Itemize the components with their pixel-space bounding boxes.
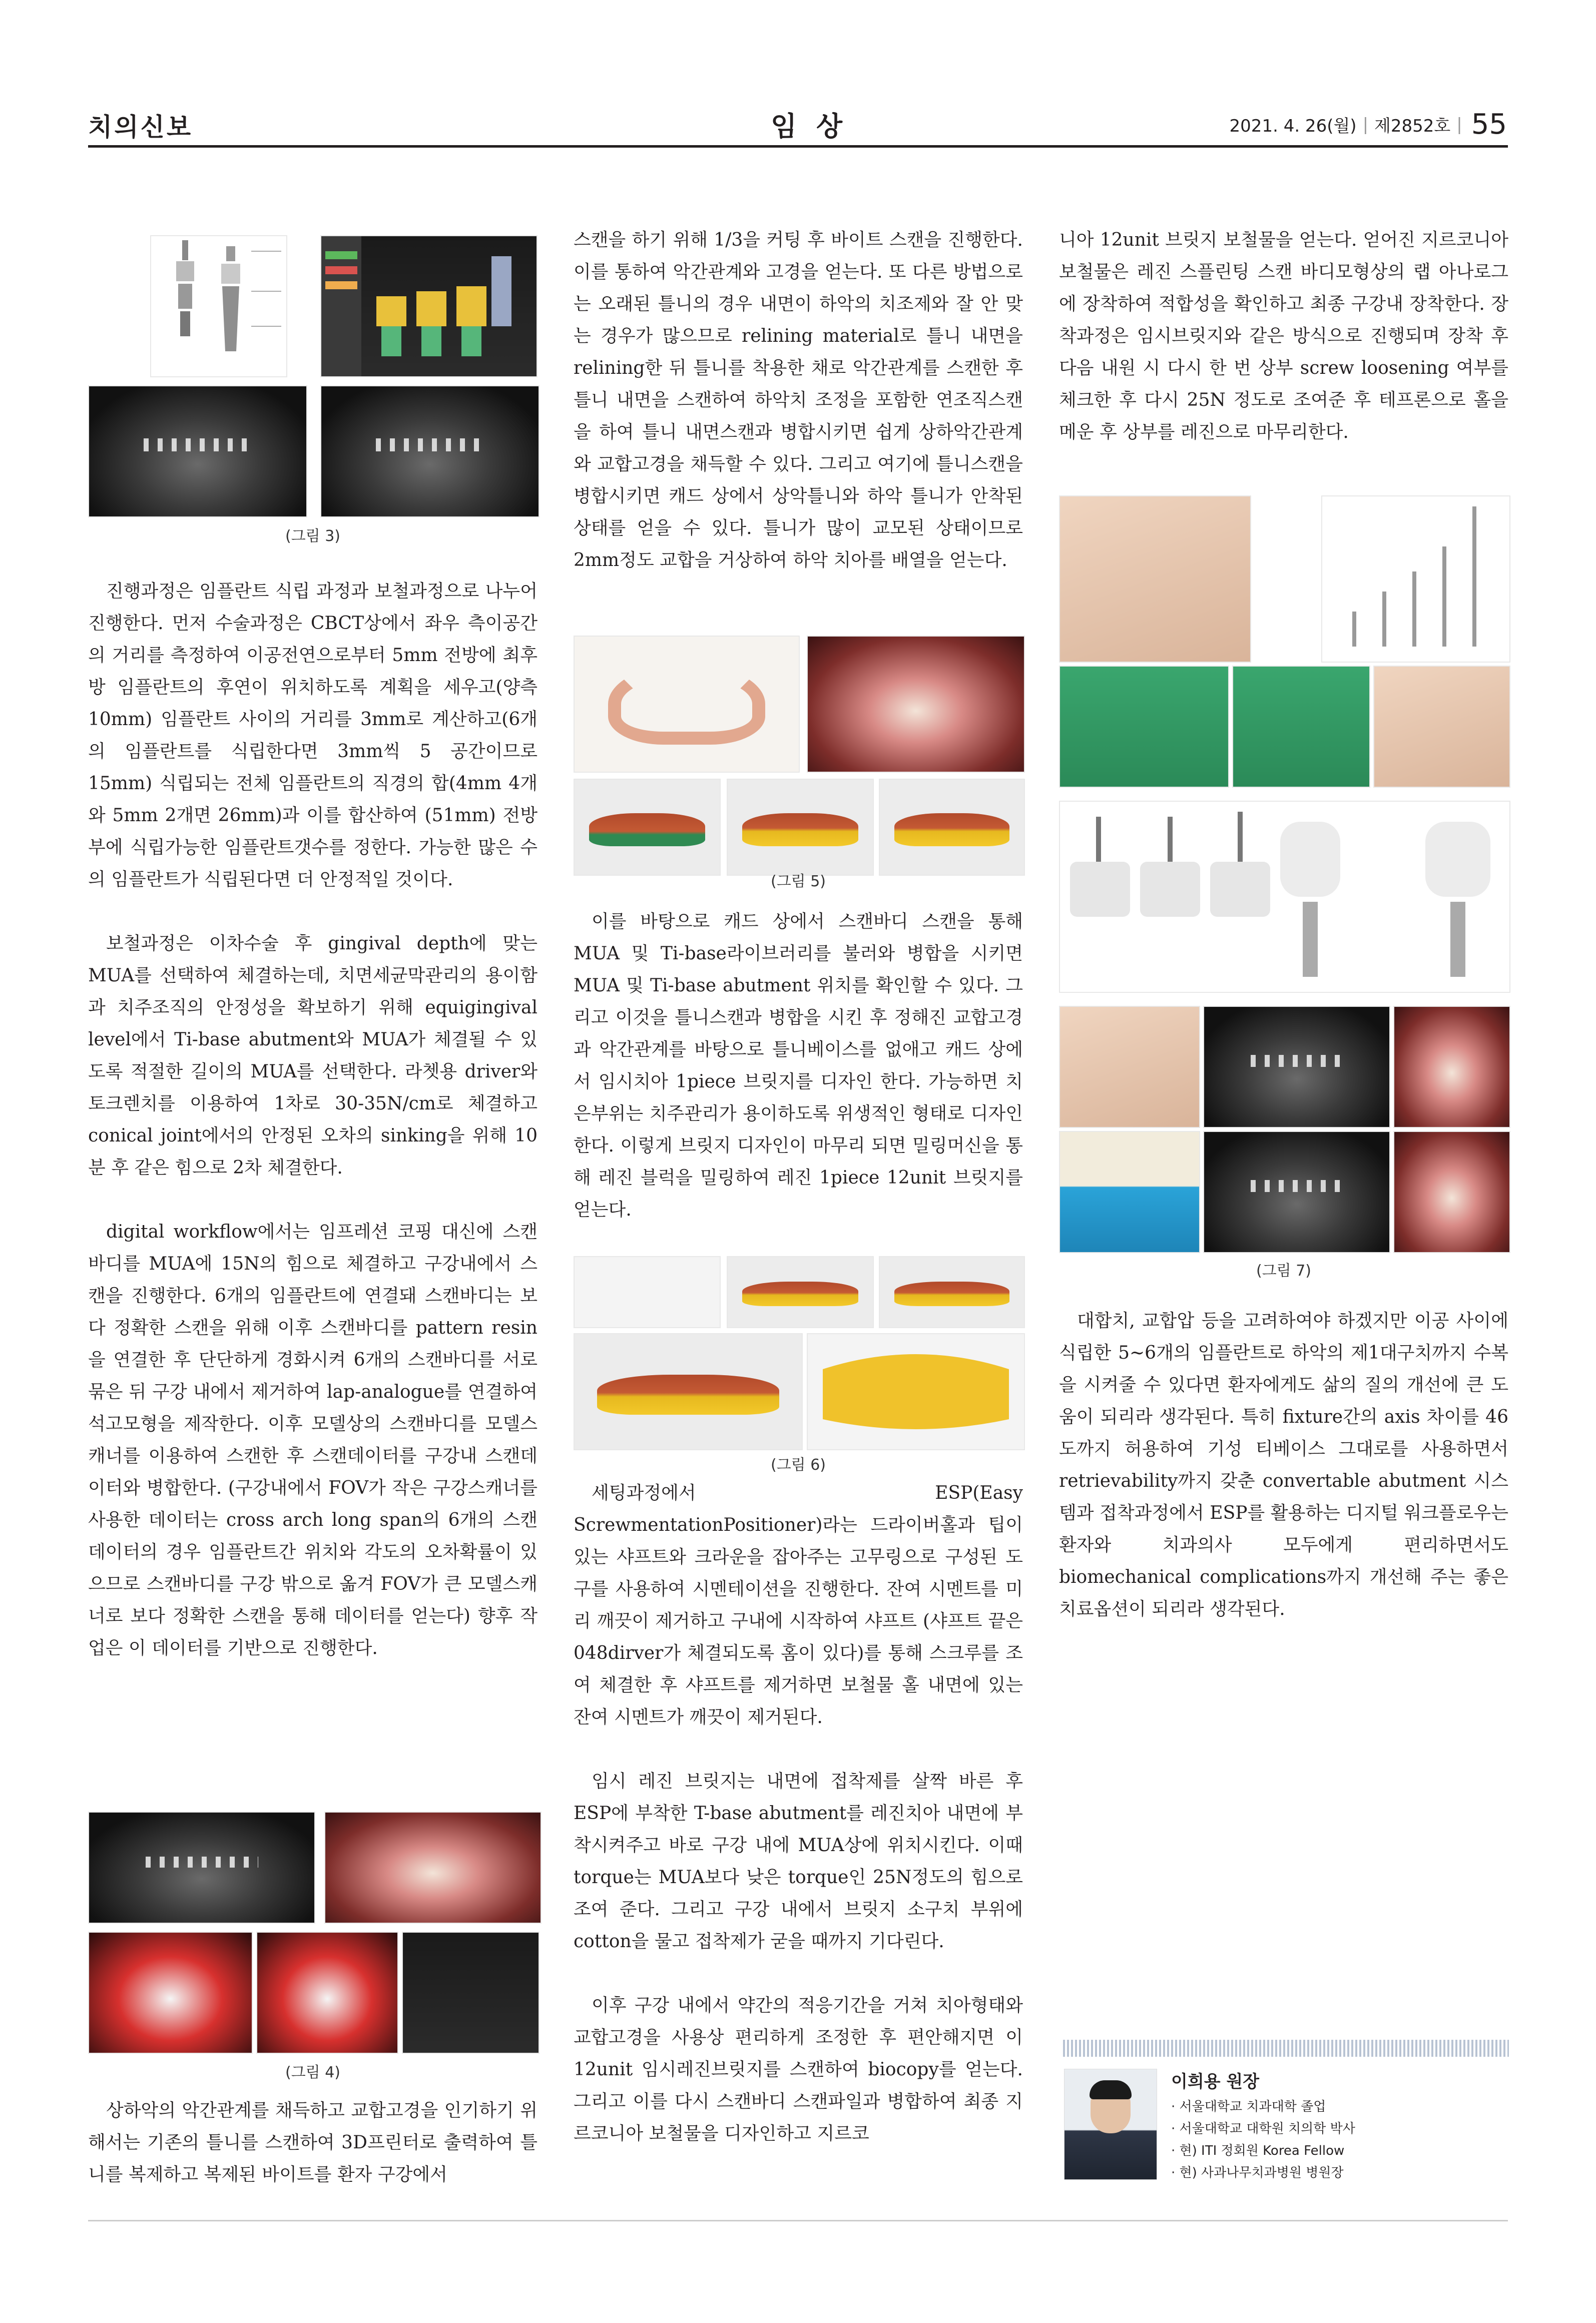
esp-bridge-green-photo	[1059, 666, 1229, 788]
column-2-middle	[574, 906, 1023, 1226]
abutment-3d-icon	[321, 236, 537, 376]
cad-ti-base-position	[727, 1256, 874, 1328]
bridge-handheld-photo	[1059, 1006, 1200, 1128]
credential-item: · 현) 사과나무치과병원 병원장	[1171, 2162, 1355, 2184]
author-credentials	[1171, 2096, 1355, 2184]
intraoral-photo-mua	[324, 1812, 542, 1924]
figure-caption: (그림 5)	[771, 873, 826, 890]
panoramic-xray-before	[88, 385, 307, 517]
esp-step-icon	[1060, 802, 1509, 992]
issue-number: 제2852호	[1374, 116, 1451, 136]
paragraph: 대합치, 교합압 등을 고려하여야 하겠지만 이공 사이에 식립한 5~6개의 임플란트로 하악의 제1대구치까지 수복을 시켜줄 수 있다면 환자에게도 삶의 질의 개선에 큰 도움이 되리라 생각된다. 특히 fixture간의 axis 차이를 46도까지 허용하여 기성 티베이스 그대로를 사용하면서 retrievability까지 갖춘 convertable abutment 시스템과 접착과정에서 ESP를 활용하는 디지털 워크플로우는 환자와 치과의사 모두에게 편리하면서도 biomechanical complications까지 개선해 주는 좋은 치료옵션이 되리라 생각된다.	[1059, 1311, 1508, 1619]
column-1-upper	[88, 575, 538, 1664]
panoramic-xray-after	[320, 385, 540, 517]
paragraph: 임시 레진 브릿지는 내면에 접착제를 살짝 바른 후 ESP에 부착한 T-base abutment를 레진치아 내면에 부착시켜주고 바로 구강 내에 MUA상에 위치시킨다. 이때 torque는 MUA보다 낮은 torque인 25N정도의 힘으로 조여 준다. 그리고 구강 내에서 브릿지 소구치 부위에 cotton을 물고 접착제가 굳을 때까지 기다린다.	[574, 1771, 1023, 1952]
cad-bridge-gingiva	[574, 1333, 803, 1450]
figure-caption: (그림 3)	[285, 527, 340, 545]
cad-denture-merge	[727, 779, 874, 876]
bite-scan-intraoral-photo	[807, 636, 1025, 773]
intraoral-final-photo	[1393, 1131, 1510, 1253]
credential-item: · 현) ITI 정회원 Korea Fellow	[1171, 2140, 1355, 2162]
column-3-top	[1059, 224, 1508, 448]
intraoral-photo-lower	[88, 1932, 253, 2054]
panoramic-xray-implants	[88, 1812, 315, 1924]
paragraph: 니아 12unit 브릿지 보철물을 얻는다. 얻어진 지르코니아 보철물은 레진 스플린팅 스캔 바디모형상의 랩 아나로그에 장착하여 적합성을 확인하고 최종 구강내 장착한다. 장착과정은 임시브릿지와 같은 방식으로 진행되며 장착 후 다음 내원 시 다시 한 번 상부 screw loosening 여부를 체크한 후 다시 25N 정도로 조여준 후 테프론으로 홀을 메운 후 상부를 레진으로 마무리한다.	[1059, 230, 1508, 442]
paragraph: 보철과정은 이차수술 후 gingival depth에 맞는 MUA를 선택하여 체결하는데, 치면세균막관리의 용이함과 치주조직의 안정성을 확보하기 위해 equigingival level에서 Ti-base abutment와 MUA가 체결될 수 있도록 적절한 길이의 MUA를 선택한다. 라쳇용 driver와 토크렌치를 이용하여 1차로 30-35N/cm로 체결하고 conical joint에서의 안정된 오차의 sinking을 위해 10분 후 같은 힘으로 2차 체결한다.	[88, 933, 538, 1178]
column-2-top	[574, 224, 1023, 576]
author-hair	[1090, 2080, 1132, 2099]
zirconia-bridge-hand-photo	[1059, 495, 1251, 663]
cad-bridge-design	[879, 779, 1025, 876]
header-rule	[88, 145, 1508, 148]
cad-bridge-overlay	[879, 1256, 1025, 1328]
separator: |	[1362, 114, 1369, 135]
separator: |	[1456, 114, 1462, 135]
panoramic-xray-provisional	[1203, 1006, 1390, 1128]
author-box	[1063, 2040, 1509, 2195]
paragraph: digital workflow에서는 임프레션 코핑 대신에 스캔바디를 MUA에 15N의 힘으로 체결하고 구강내에서 스캔을 진행한다. 6개의 임플란트에 연결돼 스캔바디는 보다 정확한 스캔을 위해 이후 스캔바디를 pattern resin을 연결한 후 단단하게 경화시켜 6개의 스캔바디를 서로 묶은 뒤 구강 내에서 제거하여 lap-analogue를 연결하여 석고모형을 제작한다. 이후 모델상의 스캔바디를 모델스캐너를 이용하여 스캔한 후 스캔데이터를 구강내 스캔데이터와 병합한다. (구강내에서 FOV가 작은 구강스캐너를 사용한 데이터는 cross arch long span의 6개의 스캔데이터의 경우 임플란트간 위치와 각도의 오차확률이 있으므로 스캔바디를 구강 밖으로 옮겨 FOV가 큰 모델스캐너로 보다 정확한 스캔을 통해 데이터를 얻는다) 향후 작업은 이 데이터를 기반으로 진행한다.	[88, 1222, 538, 1658]
issue-info	[1230, 108, 1507, 141]
esp-screwdriver-photo	[1232, 666, 1370, 788]
scanbody-model-photo	[256, 1932, 398, 2054]
column-1-lower	[88, 2095, 538, 2191]
page-number: 55	[1471, 108, 1507, 141]
author-name: 이희용 원장	[1171, 2072, 1260, 2092]
figure-caption: (그림 7)	[1256, 1262, 1311, 1280]
paragraph: 이후 구강 내에서 약간의 적응기간을 거쳐 치아형태와 교합고경을 사용상 편리하게 조정한 후 편안해지면 이 12unit 임시레진브릿지를 스캔하여 biocopy를 얻는다. 그리고 이를 다시 스캔바디 스캔파일과 병합하여 최종 지르코니아 보철물을 디자인하고 지르코	[574, 1995, 1023, 2144]
cad-denture-scan	[574, 779, 721, 876]
implant-diagram-photo	[150, 235, 287, 377]
paragraph: 이를 바탕으로 캐드 상에서 스캔바디 스캔을 통해 MUA 및 Ti-base라이브러리를 불러와 병합을 시키면 MUA 및 Ti-base abutment 위치를 확인할 수 있다. 그리고 이것을 틀니스캔과 병합을 시킨 후 정해진 교합고경과 악간관계를 바탕으로 틀니베이스를 없애고 캐드 상에서 임시치아 1piece 브릿지를 디자인 한다. 가능하면 치은부위는 치주관리가 용이하도록 위생적인 형태로 디자인한다. 이렇게 브릿지 디자인이 마무리 되면 밀링머신을 통해 레진 블럭을 밀링하여 레진 1piece 12unit 브릿지를 얻는다.	[574, 911, 1023, 1220]
implant-icon	[151, 236, 286, 376]
author-photo	[1064, 2069, 1157, 2180]
paragraph: 진행과정은 임플란트 식립 과정과 보철과정으로 나누어 진행한다. 먼저 수술과정은 CBCT상에서 좌우 측이공간의 거리를 측정하여 이공전연으로부터 5mm 전방에 최후방 임플란트의 후연이 위치하도록 계획을 세우고(양측 10mm) 임플란트 사이의 거리를 3mm로 계산하고(6개의 임플란트를 식립한다면 3mm씩 5 공간이므로 15mm) 식립되는 전체 임플란트의 직경의 합(4mm 4개와 5mm 2개면 26mm)과 이를 합산하여 (51mm) 전방부에 식립가능한 임플란트갯수를 정한다. 가능한 많은 수의 임플란트가 식립된다면 더 안정적일 것이다.	[88, 581, 538, 890]
zirconia-on-model-photo	[1059, 1131, 1200, 1253]
credential-item: · 서울대학교 치과대학 졸업	[1171, 2096, 1355, 2118]
credential-item: · 서울대학교 대학원 치의학 박사	[1171, 2118, 1355, 2140]
masthead: 치의신보	[88, 113, 193, 142]
section-title: 임 상	[771, 111, 848, 142]
column-3-lower	[1059, 1305, 1508, 1625]
bridge-teeth-icon	[808, 1334, 1024, 1449]
cad-bridge-final	[807, 1333, 1025, 1450]
figure-caption: (그림 4)	[285, 2064, 340, 2081]
denture-upper-photo	[574, 636, 800, 773]
issue-date: 2021. 4. 26(월)	[1229, 116, 1357, 136]
cad-scanbody-library	[574, 1256, 721, 1328]
footer-rule	[88, 2220, 1508, 2221]
esp-procedure-diagram	[1059, 801, 1510, 993]
paragraph: 세팅과정에서 ESP(Easy ScrewmentationPositioner)라는 드라이버홀과 팁이 있는 샤프트와 크라운을 잡아주는 고무링으로 구성된 도구를 사용하여 시멘테이션을 진행한다. 잔여 시멘트를 미리 깨끗이 제거하고 구내에 시작하여 샤프트 (샤프트 끝은 048dirver가 체결되도록 홈이 있다)를 통해 스크루를 조여 체결한 후 샤프트를 제거하면 보철물 홀 내면에 있는 잔여 시멘트가 깨끗이 제거된다.	[574, 1483, 1023, 1727]
column-2-lower	[574, 1477, 1023, 2150]
esp-hand-photo	[1373, 666, 1510, 788]
pattern-resin-photo	[402, 1932, 540, 2054]
author-bar	[1063, 2040, 1509, 2057]
esp-tool-set-photo	[1321, 495, 1510, 663]
cad-abutment-screenshot	[320, 235, 538, 377]
intraoral-provisional-photo	[1393, 1006, 1510, 1128]
figure-caption: (그림 6)	[771, 1456, 826, 1474]
paragraph: 스캔을 하기 위해 1/3을 커팅 후 바이트 스캔을 진행한다. 이를 통하여 악간관계와 고경을 얻는다. 또 다른 방법으로는 오래된 틀니의 경우 내면이 하악의 치조제와 잘 안 맞는 경우가 많으므로 relining material로 틀니 내면을 relining한 뒤 틀니를 착용한 채로 악간관계를 스캔한 후 틀니 내면을 스캔하여 하악치 조정을 포함한 연조직스캔을 하여 틀니 내면스캔과 병합시키면 쉽게 상하악간관계와 교합고경을 채득할 수 있다. 그리고 여기에 틀니스캔을 병합시키면 캐드 상에서 상악틀니와 하악 틀니가 안착된 상태를 얻을 수 있다. 틀니가 많이 교모된 상태이므로 2mm정도 교합을 거상하여 하악 치아를 배열을 얻는다.	[574, 230, 1023, 570]
panoramic-xray-final	[1203, 1131, 1390, 1253]
paragraph: 상하악의 악간관계를 채득하고 교합고경을 인기하기 위해서는 기존의 틀니를 스캔하여 3D프린터로 출력하여 틀니를 복제하고 복제된 바이트를 환자 구강에서	[88, 2100, 538, 2185]
esp-shaft-icon	[1322, 496, 1509, 662]
